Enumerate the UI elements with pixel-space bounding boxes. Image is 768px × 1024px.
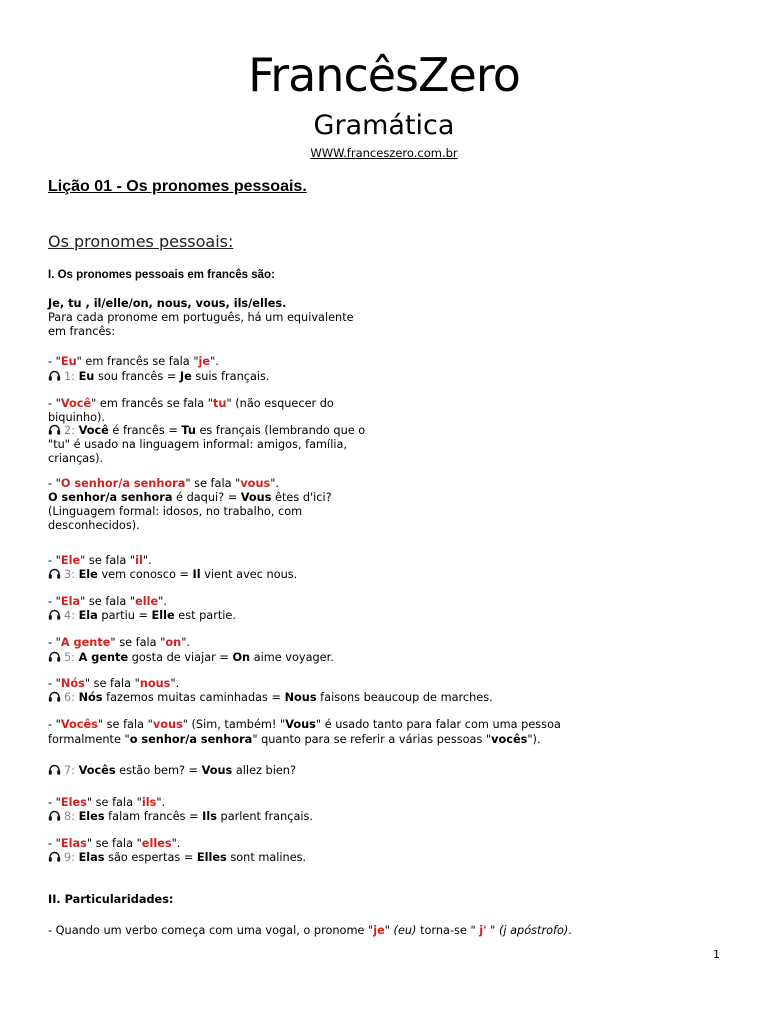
page-number: 1 — [713, 948, 720, 961]
rule-elas: - "Elas" se fala "elles". — [48, 837, 181, 850]
rule-ela: - "Ela" se fala "elle". — [48, 595, 167, 608]
lesson-title: Lição 01 - Os pronomes pessoais. — [48, 178, 307, 195]
rule-apostrophe: - Quando um verbo começa com uma vogal, o pronome "je" (eu) torna-se " j' " (j apóstrofo). — [48, 924, 572, 937]
rule-voce: - "Você" em francês se fala "tu" (não esquecer do — [48, 397, 334, 410]
pronoun-list: Je, tu , il/elle/on, nous, vous, ils/elles. — [48, 297, 287, 310]
rule-eles: - "Eles" se fala "ils". — [48, 796, 166, 809]
brand-logo-text: FrancêsZero — [248, 48, 520, 102]
headphones-icon[interactable] — [48, 691, 61, 702]
note-line: desconhecidos). — [48, 519, 140, 532]
headphones-icon[interactable] — [48, 609, 61, 620]
rule-nos: - "Nós" se fala "nous". — [48, 677, 180, 690]
example-ela: 4: Ela partiu = Elle est partie. — [48, 608, 236, 624]
example-ele: 3: Ele vem conosco = Il vient avec nous. — [48, 567, 297, 583]
headphones-icon[interactable] — [48, 424, 61, 435]
rule-ele: - "Ele" se fala "il". — [48, 554, 152, 567]
example-voces: 7: Vocês estão bem? = Vous allez bien? — [48, 763, 296, 779]
note-line: crianças). — [48, 452, 104, 465]
intro-line: Para cada pronome em português, há um equivalente — [48, 311, 354, 324]
rule-voces-cont: formalmente "o senhor/a senhora" quanto para se referir a várias pessoas "vocês"). — [48, 733, 541, 746]
part2-heading: II. Particularidades: — [48, 893, 174, 906]
part1-heading: I. Os pronomes pessoais em francês são: — [48, 269, 275, 281]
example-eu: 1: Eu sou francês = Je suis français. — [48, 369, 270, 385]
example-senhor: O senhor/a senhora é daqui? = Vous êtes d'ici? — [48, 491, 332, 504]
headphones-icon[interactable] — [48, 851, 61, 862]
rule-voces: - "Vocês" se fala "vous" (Sim, também! "Vous" é usado tanto para falar com uma pessoa — [48, 718, 561, 731]
example-elas: 9: Elas são espertas = Elles sont malines. — [48, 850, 306, 866]
example-eles: 8: Eles falam francês = Ils parlent français. — [48, 809, 313, 825]
headphones-icon[interactable] — [48, 810, 61, 821]
rule-senhor: - "O senhor/a senhora" se fala "vous". — [48, 477, 280, 490]
example-voce: 2: Você é francês = Tu es français (lembrando que o — [48, 423, 365, 439]
example-agente: 5: A gente gosta de viajar = On aime voyager. — [48, 650, 334, 666]
page-subtitle: Gramática — [313, 110, 455, 141]
intro-line: em francês: — [48, 325, 116, 338]
headphones-icon[interactable] — [48, 651, 61, 662]
note-line: "tu" é usado na linguagem informal: amigos, família, — [48, 438, 347, 451]
rule-voce-cont: biquinho). — [48, 411, 106, 424]
section-title: Os pronomes pessoais: — [48, 232, 234, 251]
rule-eu: - "Eu" em francês se fala "je". — [48, 355, 219, 368]
headphones-icon[interactable] — [48, 370, 61, 381]
website-link[interactable]: WWW.franceszero.com.br — [310, 146, 458, 160]
headphones-icon[interactable] — [48, 568, 61, 579]
headphones-icon[interactable] — [48, 764, 61, 775]
example-nos: 6: Nós fazemos muitas caminhadas = Nous faisons beaucoup de marches. — [48, 690, 493, 706]
rule-agente: - "A gente" se fala "on". — [48, 636, 190, 649]
note-line: (Linguagem formal: idosos, no trabalho, com — [48, 505, 303, 518]
